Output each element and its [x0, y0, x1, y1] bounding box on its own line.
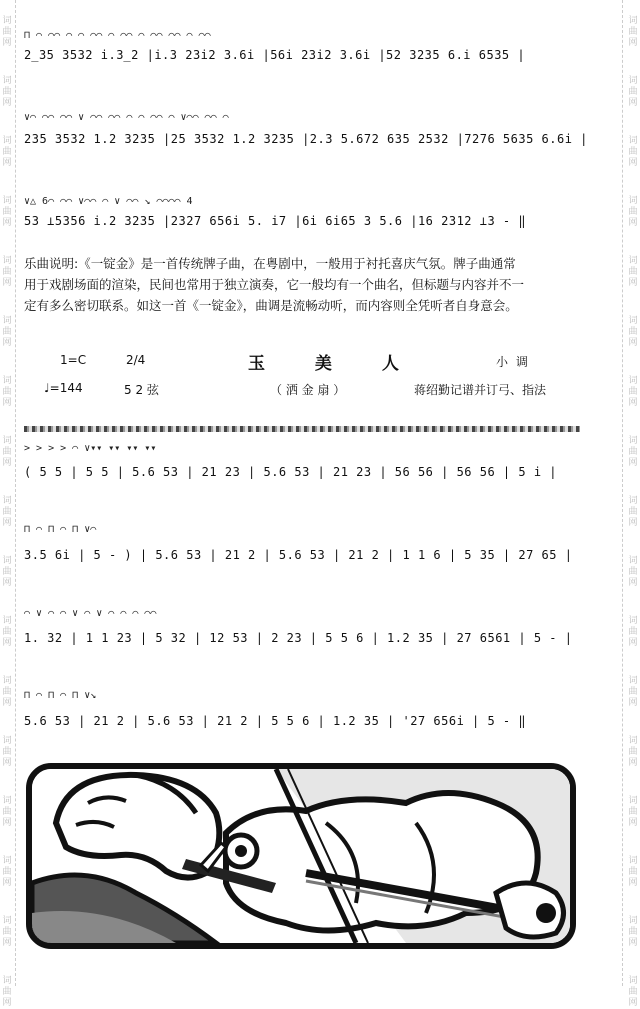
watermark-text: 词曲网 — [2, 76, 12, 108]
piece2-line1-notes: ( 5 5 | 5 5 | 5.6 53 | 21 23 | 5.6 53 | 21 23 | 56 56 | 56 56 | 5 i | — [24, 465, 557, 479]
watermark-text: 词曲网 — [2, 616, 12, 648]
string-tuning: 5 2 弦 — [124, 383, 159, 397]
piece2-line4-notes: 5.6 53 | 21 2 | 5.6 53 | 21 2 | 5 5 6 | 1.2 35 | '27 656i | 5 - ‖ — [24, 714, 527, 728]
watermark-text: 词曲网 — [628, 496, 638, 528]
watermark-text: 词曲网 — [628, 196, 638, 228]
watermark-text: 词曲网 — [628, 16, 638, 48]
piece2-line2-marks: ⊓ ⌒ ⊓ ⌒ ⊓ ∨⌒ — [24, 524, 97, 535]
right-watermark-column — [626, 0, 640, 1008]
piece1-line1-notes: 2̲35 3532 i.3̲2 |i.3 23i2 3.6i |56i 23i2 3.6i |52 3235 6.i 6535 | — [24, 48, 526, 62]
watermark-text: 词曲网 — [628, 376, 638, 408]
watermark-text: 词曲网 — [2, 256, 12, 288]
watermark-text: 词曲网 — [2, 556, 12, 588]
piece1-description — [24, 253, 584, 316]
violinist-illustration — [26, 763, 576, 949]
section-divider — [24, 426, 580, 432]
tempo-marking: ♩=144 — [44, 381, 83, 395]
watermark-text: 词曲网 — [628, 856, 638, 888]
subtitle: （ 洒 金 扇 ） — [270, 383, 346, 397]
watermark-text: 词曲网 — [628, 916, 638, 948]
piece1-line2-marks: ∨⌒ ⌒⌒ ⌒⌒ ∨ ⌒⌒ ⌒⌒ ⌒ ⌒ ⌒⌒ ⌒ ∨⌒⌒ ⌒⌒ ⌒ — [24, 112, 229, 123]
watermark-text: 词曲网 — [628, 796, 638, 828]
watermark-text: 词曲网 — [628, 976, 638, 1008]
piece2-line4-marks: ⊓ ⌒ ⊓ ⌒ ⊓ ∨↘ — [24, 690, 97, 701]
watermark-text: 词曲网 — [628, 76, 638, 108]
right-margin-line — [622, 0, 624, 986]
left-watermark-column — [0, 0, 14, 1008]
time-signature: 2/4 — [126, 353, 146, 367]
watermark-text: 词曲网 — [2, 436, 12, 468]
watermark-text: 词曲网 — [628, 676, 638, 708]
watermark-text: 词曲网 — [2, 676, 12, 708]
piece1-line2-notes: 235 3532 1.2 3235 |25 3532 1.2 3235 |2.3 5.672 635 2532 |7276 5635 6.6i | — [24, 132, 588, 146]
watermark-text: 词曲网 — [2, 496, 12, 528]
watermark-text: 词曲网 — [2, 196, 12, 228]
piece2-line1-marks: > > > > ⌒ ∨▾▾ ▾▾ ▾▾ ▾▾ — [24, 443, 157, 454]
piece1-line3-marks: ∨△ 6⌒ ⌒⌒ ∨⌒⌒ ⌒ ∨ ⌒⌒ ↘ ⌒⌒⌒⌒ 4 — [24, 196, 193, 207]
description-line: 乐曲说明:《一锭金》是一首传统牌子曲，在粤剧中，一般用于衬托喜庆气氛。牌子曲通常 — [24, 256, 516, 271]
watermark-text: 词曲网 — [2, 136, 12, 168]
watermark-text: 词曲网 — [628, 256, 638, 288]
piece2-line3-notes: 1. 32 | 1 1 23 | 5 32 | 12 53 | 2 23 | 5 5 6 | 1.2 35 | 27 6561 | 5 - | — [24, 631, 573, 645]
watermark-text: 词曲网 — [2, 736, 12, 768]
watermark-text: 词曲网 — [2, 376, 12, 408]
left-margin-line — [15, 0, 17, 986]
piece1-line3-notes: 53 ⊥5356 i.2 3235 |2327 656i 5. i7 |6i 6i65 3 5.6 |16 2312 ⊥3 - ‖ — [24, 214, 527, 228]
watermark-text: 词曲网 — [2, 796, 12, 828]
description-line: 用于戏剧场面的渲染，民间也常用于独立演奏，它一般均有一个曲名，但标题与内容并不一 — [24, 277, 525, 292]
watermark-text: 词曲网 — [628, 736, 638, 768]
watermark-text: 词曲网 — [2, 16, 12, 48]
watermark-text: 词曲网 — [2, 916, 12, 948]
watermark-text: 词曲网 — [628, 316, 638, 348]
genre-label: 小 调 — [496, 355, 530, 369]
watermark-text: 词曲网 — [628, 136, 638, 168]
description-line: 定有多么密切联系。如这一首《一锭金》，曲调是流畅动听，而内容则全凭听者自身意会。 — [24, 298, 518, 313]
watermark-text: 词曲网 — [2, 316, 12, 348]
key-signature: 1=C — [60, 353, 87, 367]
watermark-text: 词曲网 — [628, 616, 638, 648]
watermark-text: 词曲网 — [628, 556, 638, 588]
watermark-text: 词曲网 — [2, 976, 12, 1008]
page-title: 玉 美 人 — [248, 354, 421, 374]
transcriber-credit: 蒋绍勤记谱并订弓、指法 — [414, 383, 547, 397]
piece2-line2-notes: 3.5 6i | 5 - ) | 5.6 53 | 21 2 | 5.6 53 | 21 2 | 1 1 6 | 5 35 | 27 65 | — [24, 548, 573, 562]
watermark-text: 词曲网 — [2, 856, 12, 888]
piece1-line1-marks: ⊓ ⌒ ⌒⌒ ⌒ ⌒ ⌒⌒ ⌒ ⌒⌒ ⌒ ⌒⌒ ⌒⌒ ⌒ ⌒⌒ — [24, 30, 211, 41]
piece2-line3-marks: ⌒ ∨ ⌒ ⌒ ∨ ⌒ ∨ ⌒ ⌒ ⌒ ⌒⌒ — [24, 608, 157, 619]
watermark-text: 词曲网 — [628, 436, 638, 468]
